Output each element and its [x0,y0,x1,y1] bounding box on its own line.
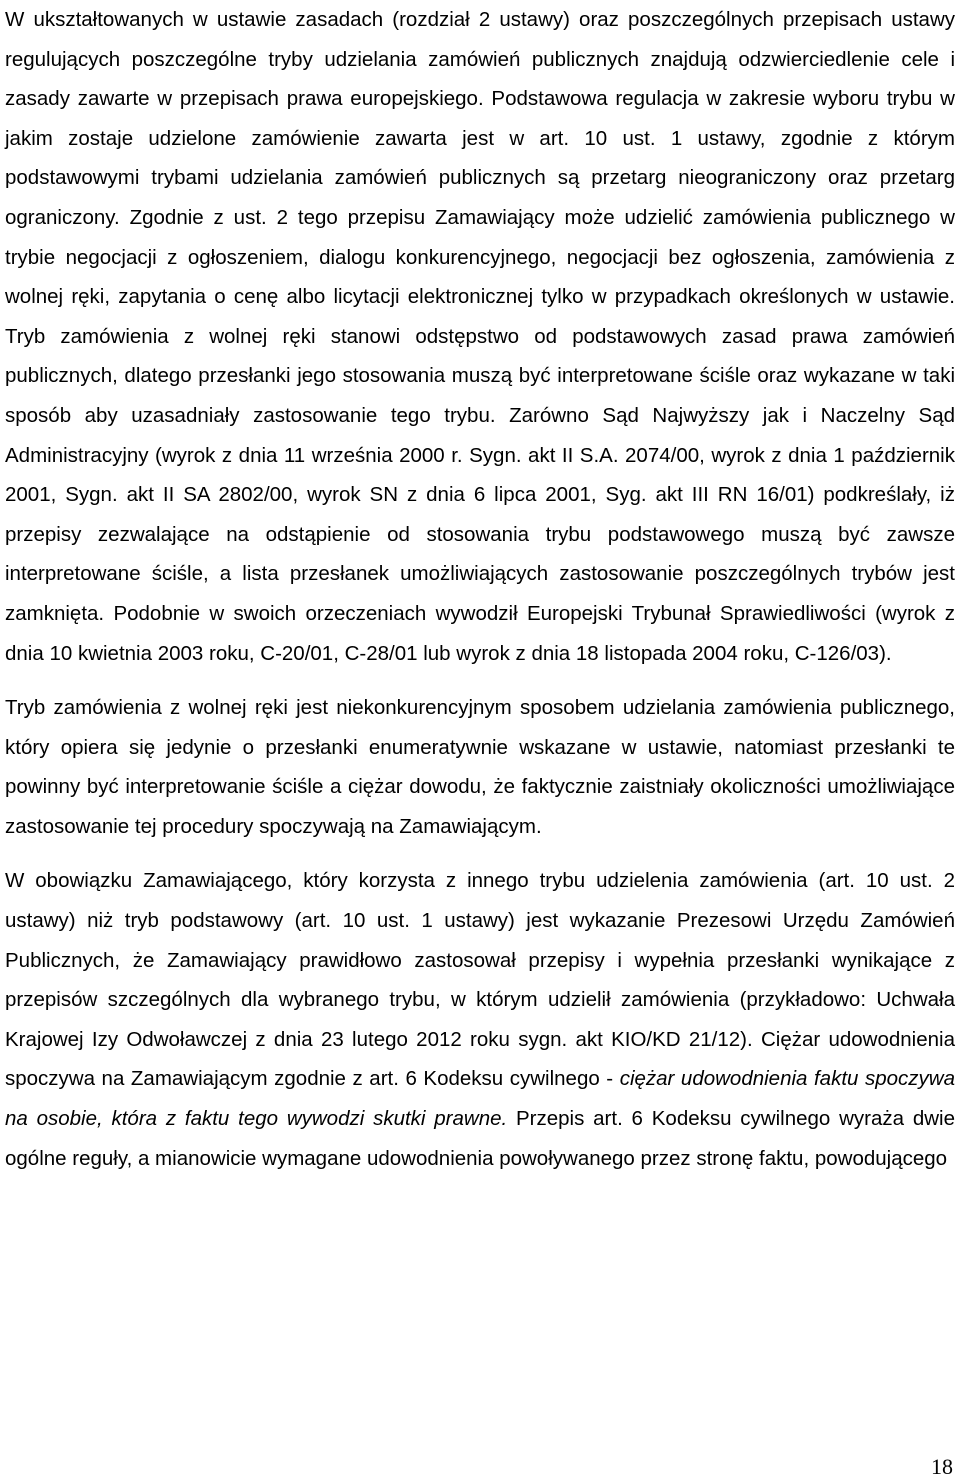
paragraph-2-run-1: Tryb zamówienia z wolnej ręki jest niekonkurencyjnym sposobem udzielania zamówienia publicznego, który opiera się jedynie o przesłanki enumeratywnie wskazane w ustawie, natomiast przesłanki te powinny być interpretowanie ściśle a ciężar dowodu, że faktycznie zaistniały okoliczności umożliwiające zastosowanie tej procedury spoczywają na Zamawiającym. [5,696,955,838]
paragraph-2 [5,688,955,846]
paragraph-3-italic-quote: ciężar udowodnienia faktu spoczywa na osobie, która z faktu tego wywodzi skutki prawne. [5,1067,955,1131]
document-body [5,0,955,1178]
paragraph-3-run-1: W obowiązku Zamawiającego, który korzysta z innego trybu udzielenia zamówienia (art. 10 ust. 2 ustawy) niż tryb podstawowy (art. 10 ust. 1 ustawy) jest wykazanie Prezesowi Urzędu Zamówień Publicznych, że Zamawiający prawidłowo zastosował przepisy i wypełnia przesłanki wynikające z przepisów szczególnych dla wybranego trybu, w którym udzielił zamówienia (przykładowo: Uchwała Krajowej Izy Odwoławczej z dnia 23 lutego 2012 roku sygn. akt KIO/KD 21/12). Ciężar udowodnienia spoczywa na Zamawiającym zgodnie z art. 6 Kodeksu cywilnego - [5,869,955,1091]
paragraph-1 [5,0,955,673]
page-number: 18 [931,1454,953,1479]
paragraph-3-run-3: Przepis art. 6 Kodeksu cywilnego wyraża dwie ogólne reguły, a mianowicie wymagane udowodnienia powoływanego przez stronę faktu, powodującego [5,1107,956,1170]
paragraph-1-run-1: W ukształtowanych w ustawie zasadach (rozdział 2 ustawy) oraz poszczególnych przepisach ustawy regulujących poszczególne tryby udzielania zamówień publicznych znajdują odzwierciedlenie cele i zasady zawarte w przepisach prawa europejskiego. Podstawowa regulacja w zakresie wyboru trybu w jakim zostaje udzielone zamówienie zawarta jest w art. 10 ust. 1 ustawy, zgodnie z którym podstawowymi trybami udzielania zamówień publicznych są przetarg nieograniczony oraz przetarg ograniczony. Zgodnie z ust. 2 tego przepisu Zamawiający może udzielić zamówienia publicznego w trybie negocjacji z ogłoszeniem, dialogu konkurencyjnego, negocjacji bez ogłoszenia, zamówienia z wolnej ręki, zapytania o cenę albo licytacji elektronicznej tylko w przypadkach określonych w ustawie. Tryb zamówienia z wolnej ręki stanowi odstępstwo od podstawowych zasad prawa zamówień publicznych, dlatego przesłanki jego stosowania muszą być interpretowane ściśle oraz wykazane w taki sposób aby uzasadniały zastosowanie tego trybu. Zarówno Sąd Najwyższy jak i Naczelny Sąd Administracyjny (wyrok z dnia 11 września 2000 r. Sygn. akt II S.A. 2074/00, wyrok z dnia 1 październik 2001, Sygn. akt II SA 2802/00, wyrok SN z dnia 6 lipca 2001, Syg. akt III RN 16/01) podkreślały, iż przepisy zezwalające na odstąpienie od stosowania trybu podstawowego muszą być zawsze interpretowane ściśle, a lista przesłanek umożliwiających zastosowanie poszczególnych trybów jest zamknięta. Podobnie w swoich orzeczeniach wywodził Europejski Trybunał Sprawiedliwości (wyrok z dnia 10 kwietnia 2003 roku, C-20/01, C-28/01 lub wyrok z dnia 18 listopada 2004 roku, C-126/03). [5,8,955,665]
paragraph-3 [5,861,955,1178]
